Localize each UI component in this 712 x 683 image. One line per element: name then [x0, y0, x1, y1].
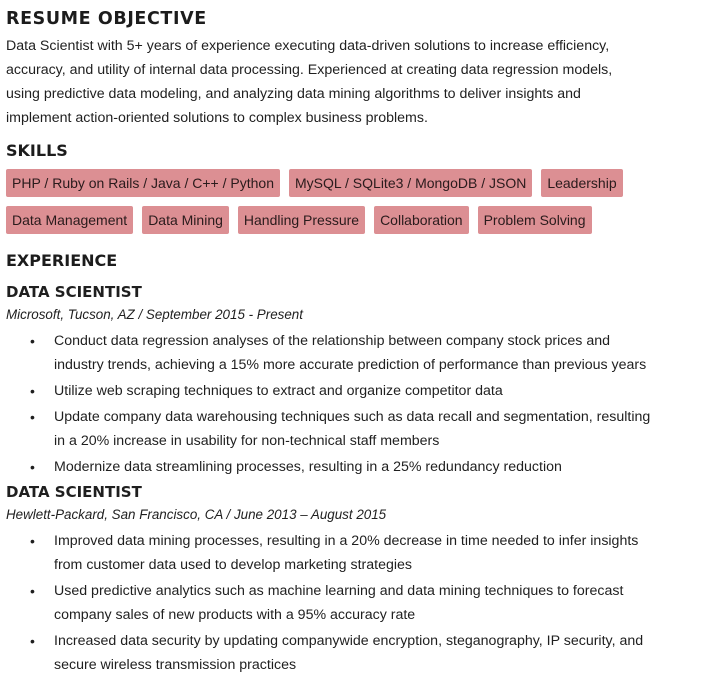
bullet-line: from customer data used to develop marketing strategies — [54, 557, 413, 573]
bullet-item — [6, 405, 706, 453]
bullet-line: • Update company data warehousing techniques such as data recall and segmentation, resulting — [54, 409, 651, 425]
bullet-line: industry trends, achieving a 15% more accurate prediction of performance than previous years — [54, 357, 647, 373]
job-entry — [6, 281, 706, 479]
objective-line: Data Scientist with 5+ years of experience executing data-driven solutions to increase efficiency, — [6, 38, 610, 54]
objective-line: accuracy, and utility of internal data processing. Experienced at creating data regression models, — [6, 62, 613, 78]
skills-row — [6, 206, 706, 236]
bullet-item — [6, 329, 706, 377]
skill-tag: Leadership — [541, 169, 622, 197]
bullet-item — [6, 379, 706, 403]
job-bullets — [6, 529, 706, 677]
objective-paragraph — [6, 34, 706, 130]
skill-tag: Data Mining — [142, 206, 229, 234]
resume-page — [6, 6, 706, 677]
bullet-line: • Conduct data regression analyses of the relationship between company stock prices and — [54, 333, 611, 349]
bullet-line: • Modernize data streamlining processes, resulting in a 25% redundancy reduction — [54, 459, 562, 475]
skills-heading: SKILLS — [6, 141, 68, 160]
job-entry — [6, 481, 706, 677]
objective-line: implement action-oriented solutions to complex business problems. — [6, 110, 428, 126]
objective-line: using predictive data modeling, and analyzing data mining algorithms to deliver insights and — [6, 86, 581, 102]
skill-tag: Handling Pressure — [238, 206, 365, 234]
bullet-line: company sales of new products with a 95% accuracy rate — [54, 607, 416, 623]
bullet-item — [6, 455, 706, 479]
bullet-line: secure wireless transmission practices — [54, 657, 297, 673]
skill-tag: Collaboration — [374, 206, 469, 234]
skill-tag: MySQL / SQLite3 / MongoDB / JSON — [289, 169, 532, 197]
job-bullets — [6, 329, 706, 479]
bullet-item — [6, 579, 706, 627]
objective-heading: RESUME OBJECTIVE — [6, 9, 207, 29]
bullet-line: • Increased data security by updating companywide encryption, steganography, IP security, and — [54, 633, 644, 649]
skill-tag: PHP / Ruby on Rails / Java / C++ / Python — [6, 169, 280, 197]
skill-tag: Data Management — [6, 206, 133, 234]
bullet-item — [6, 629, 706, 677]
skills-tags — [6, 169, 706, 251]
job-title: DATA SCIENTIST — [6, 483, 142, 501]
skills-row — [6, 169, 706, 199]
job-meta: Microsoft, Tucson, AZ / September 2015 - Present — [6, 307, 303, 322]
bullet-line: • Used predictive analytics such as machine learning and data mining techniques to forecast — [54, 583, 624, 599]
bullet-line: • Improved data mining processes, resulting in a 20% decrease in time needed to infer insights — [54, 533, 639, 549]
bullet-item — [6, 529, 706, 577]
experience-heading: EXPERIENCE — [6, 251, 118, 270]
skill-tag: Problem Solving — [478, 206, 592, 234]
bullet-line: • Utilize web scraping techniques to extract and organize competitor data — [54, 383, 503, 399]
job-meta: Hewlett-Packard, San Francisco, CA / June 2013 – August 2015 — [6, 507, 387, 522]
bullet-line: in a 20% increase in usability for non-technical staff members — [54, 433, 440, 449]
job-title: DATA SCIENTIST — [6, 283, 142, 301]
